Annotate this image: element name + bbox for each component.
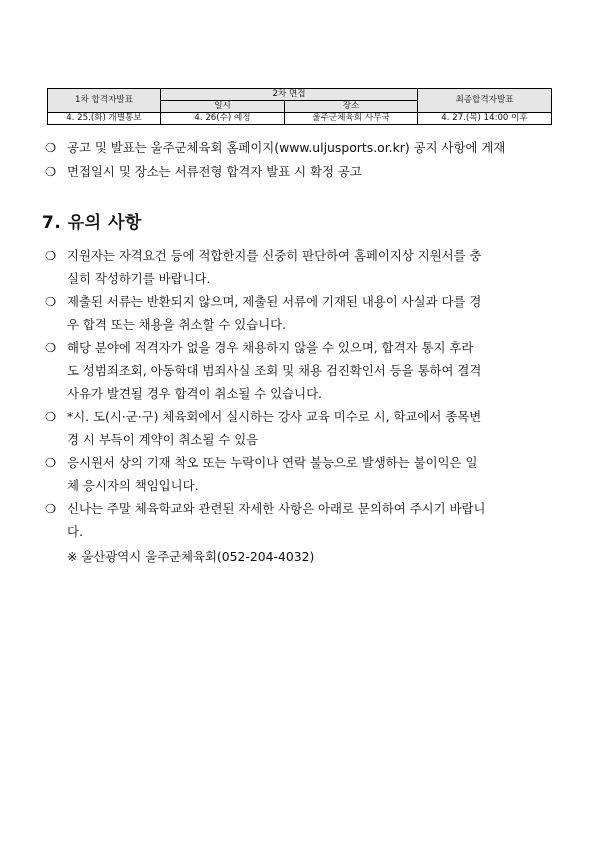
schedule-header-row bbox=[48, 89, 552, 101]
caution-line: 제출된 서류는 반환되지 않으며, 제출된 서류에 기재된 내용이 사실과 다를 경 bbox=[67, 294, 482, 309]
caution-line: 신나는 주말 체육학교와 관련된 자세한 사항은 아래로 문의하여 주시기 바랍니 bbox=[67, 501, 486, 516]
caution-line: 실히 작성하기를 바랍니다. bbox=[67, 271, 211, 286]
first-result-cell: 4. 25.(화) 개별통보 bbox=[48, 113, 161, 125]
list-item bbox=[45, 497, 555, 543]
caution-line: 우 합격 또는 채용을 취소할 수 있습니다. bbox=[67, 317, 287, 332]
interview-header: 2차 면접 bbox=[161, 89, 418, 101]
list-item bbox=[45, 290, 555, 336]
caution-line: 도 성범죄조회, 아동학대 범죄사실 조회 및 채용 검진확인서 등을 통하여 결격 bbox=[67, 363, 482, 378]
list-item bbox=[45, 405, 555, 451]
bullet-circle-icon: ❍ bbox=[45, 248, 57, 263]
schedule-data-row bbox=[48, 113, 552, 125]
bullet-circle-icon: ❍ bbox=[45, 294, 57, 309]
caution-line: 체 응시자의 책임입니다. bbox=[67, 478, 199, 493]
list-item bbox=[45, 160, 555, 184]
bullet-circle-icon: ❍ bbox=[45, 164, 57, 179]
list-item bbox=[45, 336, 555, 405]
bullet-circle-icon: ❍ bbox=[45, 501, 57, 516]
bullet-circle-icon: ❍ bbox=[45, 140, 57, 155]
caution-line: 다. bbox=[67, 524, 83, 539]
caution-list bbox=[45, 244, 555, 568]
notice-text: 면접일시 및 장소는 서류전형 합격자 발표 시 확정 공고 bbox=[67, 164, 362, 179]
interview-place-header: 장소 bbox=[285, 101, 418, 113]
caution-line: 해당 분야에 적격자가 없을 경우 채용하지 않을 수 있으며, 합격자 통지 후라 bbox=[67, 340, 474, 355]
first-result-header: 1차 합격자발표 bbox=[48, 89, 161, 113]
notice-list bbox=[45, 136, 555, 184]
caution-line: 응시원서 상의 기재 착오 또는 누락이나 연락 불능으로 발생하는 불이익은 일 bbox=[67, 455, 478, 470]
contact-note: ※ 울산광역시 울주군체육회(052-204-4032) bbox=[67, 549, 315, 564]
caution-line: *시. 도(시·군·구) 체육회에서 실시하는 강사 교육 미수로 시, 학교에서 종목변 bbox=[67, 409, 482, 424]
caution-line: 사유가 발견될 경우 합격이 취소될 수 있습니다. bbox=[67, 386, 322, 401]
list-item bbox=[45, 451, 555, 497]
list-item bbox=[45, 136, 555, 160]
caution-line: 지원자는 자격요건 등에 적합한지를 신중히 판단하여 홈페이지상 지원서를 충 bbox=[67, 248, 482, 263]
bullet-circle-icon: ❍ bbox=[45, 409, 57, 424]
list-item bbox=[45, 244, 555, 290]
schedule-table bbox=[47, 88, 552, 125]
bullet-circle-icon: ❍ bbox=[45, 340, 57, 355]
caution-line: 경 시 부득이 계약이 취소될 수 있음 bbox=[67, 432, 259, 447]
final-result-cell: 4. 27.(목) 14:00 이후 bbox=[418, 113, 552, 125]
interview-place-cell: 울주군체육회 사무국 bbox=[285, 113, 418, 125]
section-title: 7. 유의 사항 bbox=[42, 213, 142, 233]
interview-date-header: 일시 bbox=[161, 101, 285, 113]
final-result-header: 최종합격자발표 bbox=[418, 89, 552, 113]
notice-text: 공고 및 발표는 울주군체육회 홈페이지(www.uljusports.or.kr) 공지 사항에 게재 bbox=[67, 140, 506, 155]
bullet-circle-icon: ❍ bbox=[45, 455, 57, 470]
interview-date-cell: 4. 26(수) 예정 bbox=[161, 113, 285, 125]
